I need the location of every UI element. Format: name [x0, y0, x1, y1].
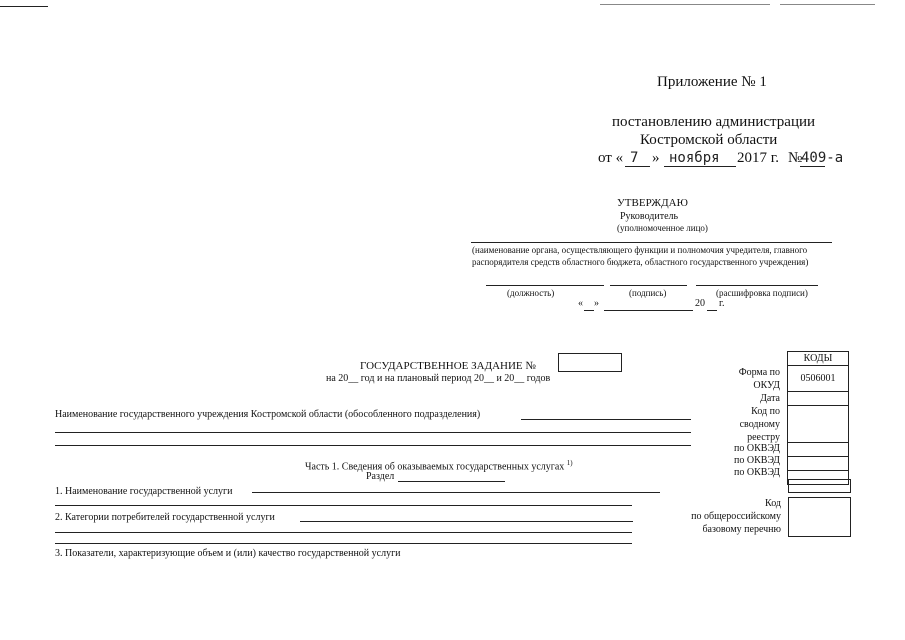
code-registry[interactable] [788, 406, 849, 443]
signature-line[interactable] [610, 285, 687, 286]
part-footnote: 1) [566, 459, 573, 467]
consumer-categories-line-3[interactable] [55, 543, 632, 544]
approval-year-line[interactable] [707, 310, 717, 311]
label-forma: Форма по [738, 367, 780, 378]
org-name-line[interactable] [471, 242, 832, 243]
code-okved-2[interactable] [788, 457, 849, 471]
date-day-underline [625, 166, 650, 167]
approval-head: Руководитель [620, 211, 679, 222]
section-line[interactable] [398, 481, 505, 482]
consumer-categories-line-1[interactable] [300, 521, 633, 522]
institution-line-3[interactable] [55, 445, 691, 446]
scan-artifact-line [780, 4, 875, 5]
date-prefix: от « [598, 150, 624, 166]
basic-list-label-1: Код [765, 498, 781, 509]
scan-artifact-line [600, 4, 770, 5]
codes-table [787, 351, 849, 485]
scan-artifact-line [0, 6, 48, 7]
org-caption-line-2: распорядителя средств областного бюджета, областного государственного учреждения) [472, 257, 809, 267]
label-okved-3: по ОКВЭД [734, 467, 780, 478]
assignment-number-box[interactable] [558, 353, 622, 372]
date-year: 2017 г. [737, 150, 779, 166]
number-underline [800, 166, 825, 167]
institution-label: Наименование государственного учреждения Костромской области (обособленного подразделения) [55, 409, 481, 420]
basic-list-code-box[interactable] [788, 497, 851, 537]
approval-title: УТВЕРЖДАЮ [617, 197, 688, 209]
label-registry-1: Код по [751, 406, 780, 417]
section-label: Раздел [366, 471, 395, 482]
code-okud[interactable]: 0506001 [788, 366, 849, 392]
org-caption-line-1: (наименование органа, осуществляющего функции и полномочия учредителя, главного [472, 245, 808, 255]
decoding-caption: (расшифровка подписи) [716, 288, 808, 298]
number-prefix: № [788, 150, 803, 166]
consumer-categories-line-2[interactable] [55, 532, 632, 533]
basic-list-label-3: базовому перечню [702, 524, 781, 535]
consumer-categories-label: 2. Категории потребителей государственной услуги [55, 512, 275, 523]
label-date: Дата [760, 393, 780, 404]
approval-date-open: « [578, 298, 583, 309]
date-month: ноября [669, 150, 720, 166]
service-name-line-1[interactable] [252, 492, 660, 493]
basic-list-label-2: по общероссийскому [691, 511, 781, 522]
assignment-period: на 20__ год и на плановый период 20__ и 20__ годов [326, 373, 551, 384]
assignment-title: ГОСУДАРСТВЕННОЕ ЗАДАНИЕ № [360, 360, 536, 372]
decoding-line[interactable] [696, 285, 818, 286]
approval-authorized: (уполномоченное лицо) [617, 223, 708, 233]
position-line[interactable] [486, 285, 604, 286]
appendix-title: Приложение № 1 [657, 74, 767, 90]
label-registry-2: сводному [739, 419, 780, 430]
institution-line-2[interactable] [55, 432, 691, 433]
codes-header: КОДЫ [788, 352, 849, 366]
approval-day-line[interactable] [584, 310, 594, 311]
approval-year-suffix: г. [719, 298, 725, 309]
codes-extra-row[interactable] [788, 479, 851, 493]
institution-line-1[interactable] [521, 419, 691, 420]
approval-date-close: » [594, 298, 599, 309]
part-title-text: Часть 1. Сведения об оказываемых государственных услугах [305, 461, 565, 473]
approval-year-prefix: 20 [695, 298, 705, 309]
label-okved-1: по ОКВЭД [734, 443, 780, 454]
date-month-underline [664, 166, 736, 167]
resolution-line-1: постановлению администрации [612, 114, 816, 130]
label-okud: ОКУД [753, 380, 780, 391]
service-name-line-2[interactable] [55, 505, 632, 506]
date-day: 7 [630, 150, 639, 166]
date-mid: » [652, 150, 660, 166]
signature-caption: (подпись) [629, 288, 667, 298]
part-title [305, 459, 573, 472]
label-registry-3: реестру [747, 432, 780, 443]
service-name-label: 1. Наименование государственной услуги [55, 486, 233, 497]
approval-month-line[interactable] [604, 310, 693, 311]
resolution-line-2: Костромской области [640, 132, 778, 148]
position-caption: (должность) [507, 288, 555, 298]
label-okved-2: по ОКВЭД [734, 455, 780, 466]
indicators-label: 3. Показатели, характеризующие объем и (или) качество государственной услуги [55, 548, 401, 559]
code-date[interactable] [788, 392, 849, 406]
code-okved-1[interactable] [788, 443, 849, 457]
resolution-number: 409-а [801, 150, 844, 166]
